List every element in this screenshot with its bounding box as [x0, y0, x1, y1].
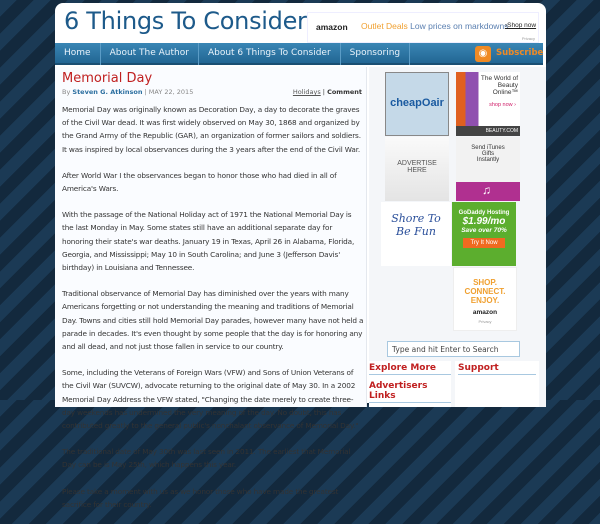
beauty-brand: BEAUTY.COM — [456, 126, 520, 136]
cheapoair-logo: cheapOair — [390, 97, 444, 109]
paragraph: The traditional date of May 30th was last seen in 2011. The earliest that Memorial Day can be is May 25th, which happens this year. — [62, 447, 351, 470]
explore-heading: Explore More — [369, 361, 451, 375]
post-title[interactable]: Memorial Day — [62, 71, 153, 86]
godaddy-title: GoDaddy Hosting — [458, 210, 510, 216]
godaddy-ad[interactable] — [452, 202, 516, 266]
ad-deal — [361, 21, 508, 31]
ad-privacy[interactable]: Privacy — [521, 36, 535, 41]
beauty-ad[interactable] — [456, 72, 520, 136]
shore-to-be-fun-ad[interactable] — [381, 202, 451, 266]
amazon-side-privacy[interactable]: Privacy — [478, 319, 492, 324]
shore-logo: Shore To Be Fun — [391, 212, 441, 238]
itunes-ad[interactable] — [456, 137, 520, 201]
main-nav — [55, 43, 543, 65]
explore-widget — [369, 361, 451, 407]
paragraph: Please take a moment with us as we honor those who have made the greatest sacrifice for their country. — [62, 486, 339, 509]
amazon-logo: amazon — [316, 22, 348, 32]
search-input[interactable]: Type and hit Enter to Search — [387, 341, 520, 357]
amazon-side-logo: amazon — [472, 309, 498, 316]
godaddy-cta-button[interactable]: Try It Now — [463, 238, 505, 248]
site-title[interactable]: 6 Things To Consider — [64, 7, 307, 35]
shop-now-link[interactable]: ›Shop now — [505, 22, 537, 29]
amazon-banner-ad[interactable] — [307, 12, 539, 43]
subscribe-link[interactable]: Subscribe — [496, 48, 544, 58]
godaddy-save: Save over 70% — [461, 227, 507, 234]
music-note-icon: ♫ — [482, 183, 491, 197]
nav-about-author[interactable]: About The Author — [101, 43, 199, 65]
advertisers-heading: Advertisers Links — [369, 379, 451, 403]
paragraph: Memorial Day was originally known as Decoration Day, a day to decorate the graves of the Civil War dead. It was first widely observed on May 30, 1868 and organized by the Grand Army of the Republic (GAR), an organization of former sailors and soldiers. It was inspired by local observances during the 3 years after the end of the Civil War. — [62, 105, 361, 154]
beauty-cta: shop now › — [489, 102, 516, 108]
author-link[interactable]: Steven G. Atkinson — [72, 88, 143, 96]
advertise-label: ADVERTISE HERE — [397, 160, 437, 174]
godaddy-price: $1.99/mo — [462, 216, 506, 227]
category-link[interactable]: Holidays — [292, 88, 321, 96]
post-meta: By Steven G. Atkinson | MAY 22, 2015 Holidays | Comment — [62, 88, 362, 96]
cheapoair-ad[interactable] — [385, 72, 449, 136]
nav-about-site[interactable]: About 6 Things To Consider — [199, 43, 341, 65]
amazon-tagline: SHOP. CONNECT. ENJOY. — [464, 278, 506, 305]
paragraph: After World War I the observances began to honor those who had died in all of America's Wars. — [62, 170, 337, 194]
itunes-text: Send iTunes Gifts Instantly — [471, 145, 505, 163]
comment-link[interactable]: Comment — [327, 88, 362, 96]
page — [55, 3, 546, 509]
beauty-title: The World of Beauty Online™ — [480, 75, 518, 96]
ad-deal-desc: Low prices on markdowns — [410, 21, 509, 31]
nav-sponsoring[interactable]: Sponsoring — [341, 43, 410, 65]
support-widget — [455, 361, 539, 407]
paragraph: Traditional observance of Memorial Day has diminished over the years with many Americans forgetting or not understanding the meaning and traditions of Memorial Day. Towns and cities still hold Memorial Day parades, however many have not held a parade in decades. It's even thought by some people that the day is for honoring any and all dead, and not just those fallen in service to our country. — [62, 289, 364, 352]
support-heading: Support — [458, 361, 536, 375]
post-date: MAY 22, 2015 — [148, 88, 194, 96]
post-content — [55, 67, 367, 509]
paragraph: With the passage of the National Holiday act of 1971 the National Memorial Day is the last Monday in May. Some states still have an additional separate day for honoring their state's war deaths. January 19 in Texas, April 26 in Alabama, Florida, Georgia, and Mississippi; May 10 in South Carolina; and June 3 (Jefferson Davis' birthday) in Louisiana and Tennessee. — [62, 210, 355, 273]
post-body — [62, 103, 364, 524]
advertise-here-ad[interactable] — [385, 137, 449, 201]
amazon-side-ad[interactable] — [453, 267, 517, 331]
by-label: By — [62, 88, 71, 96]
ad-deal-title: Outlet Deals — [361, 21, 408, 31]
sidebar — [369, 67, 546, 407]
rss-icon[interactable]: ◉ — [475, 46, 491, 62]
nav-home[interactable]: Home — [55, 43, 101, 65]
paragraph: Some, including the Veterans of Foreign Wars (VFW) and Sons of Union Veterans of the Civil War (SUVCW), advocate returning to the original date of May 30. In a 2002 Memorial Day Address the VFW stated, "Changing the date merely to create three-day weekends has undermined the very meaning of the day. No doubt, this has contributed greatly to the general public's nonchalant observance of Memorial Day." — [62, 368, 359, 431]
